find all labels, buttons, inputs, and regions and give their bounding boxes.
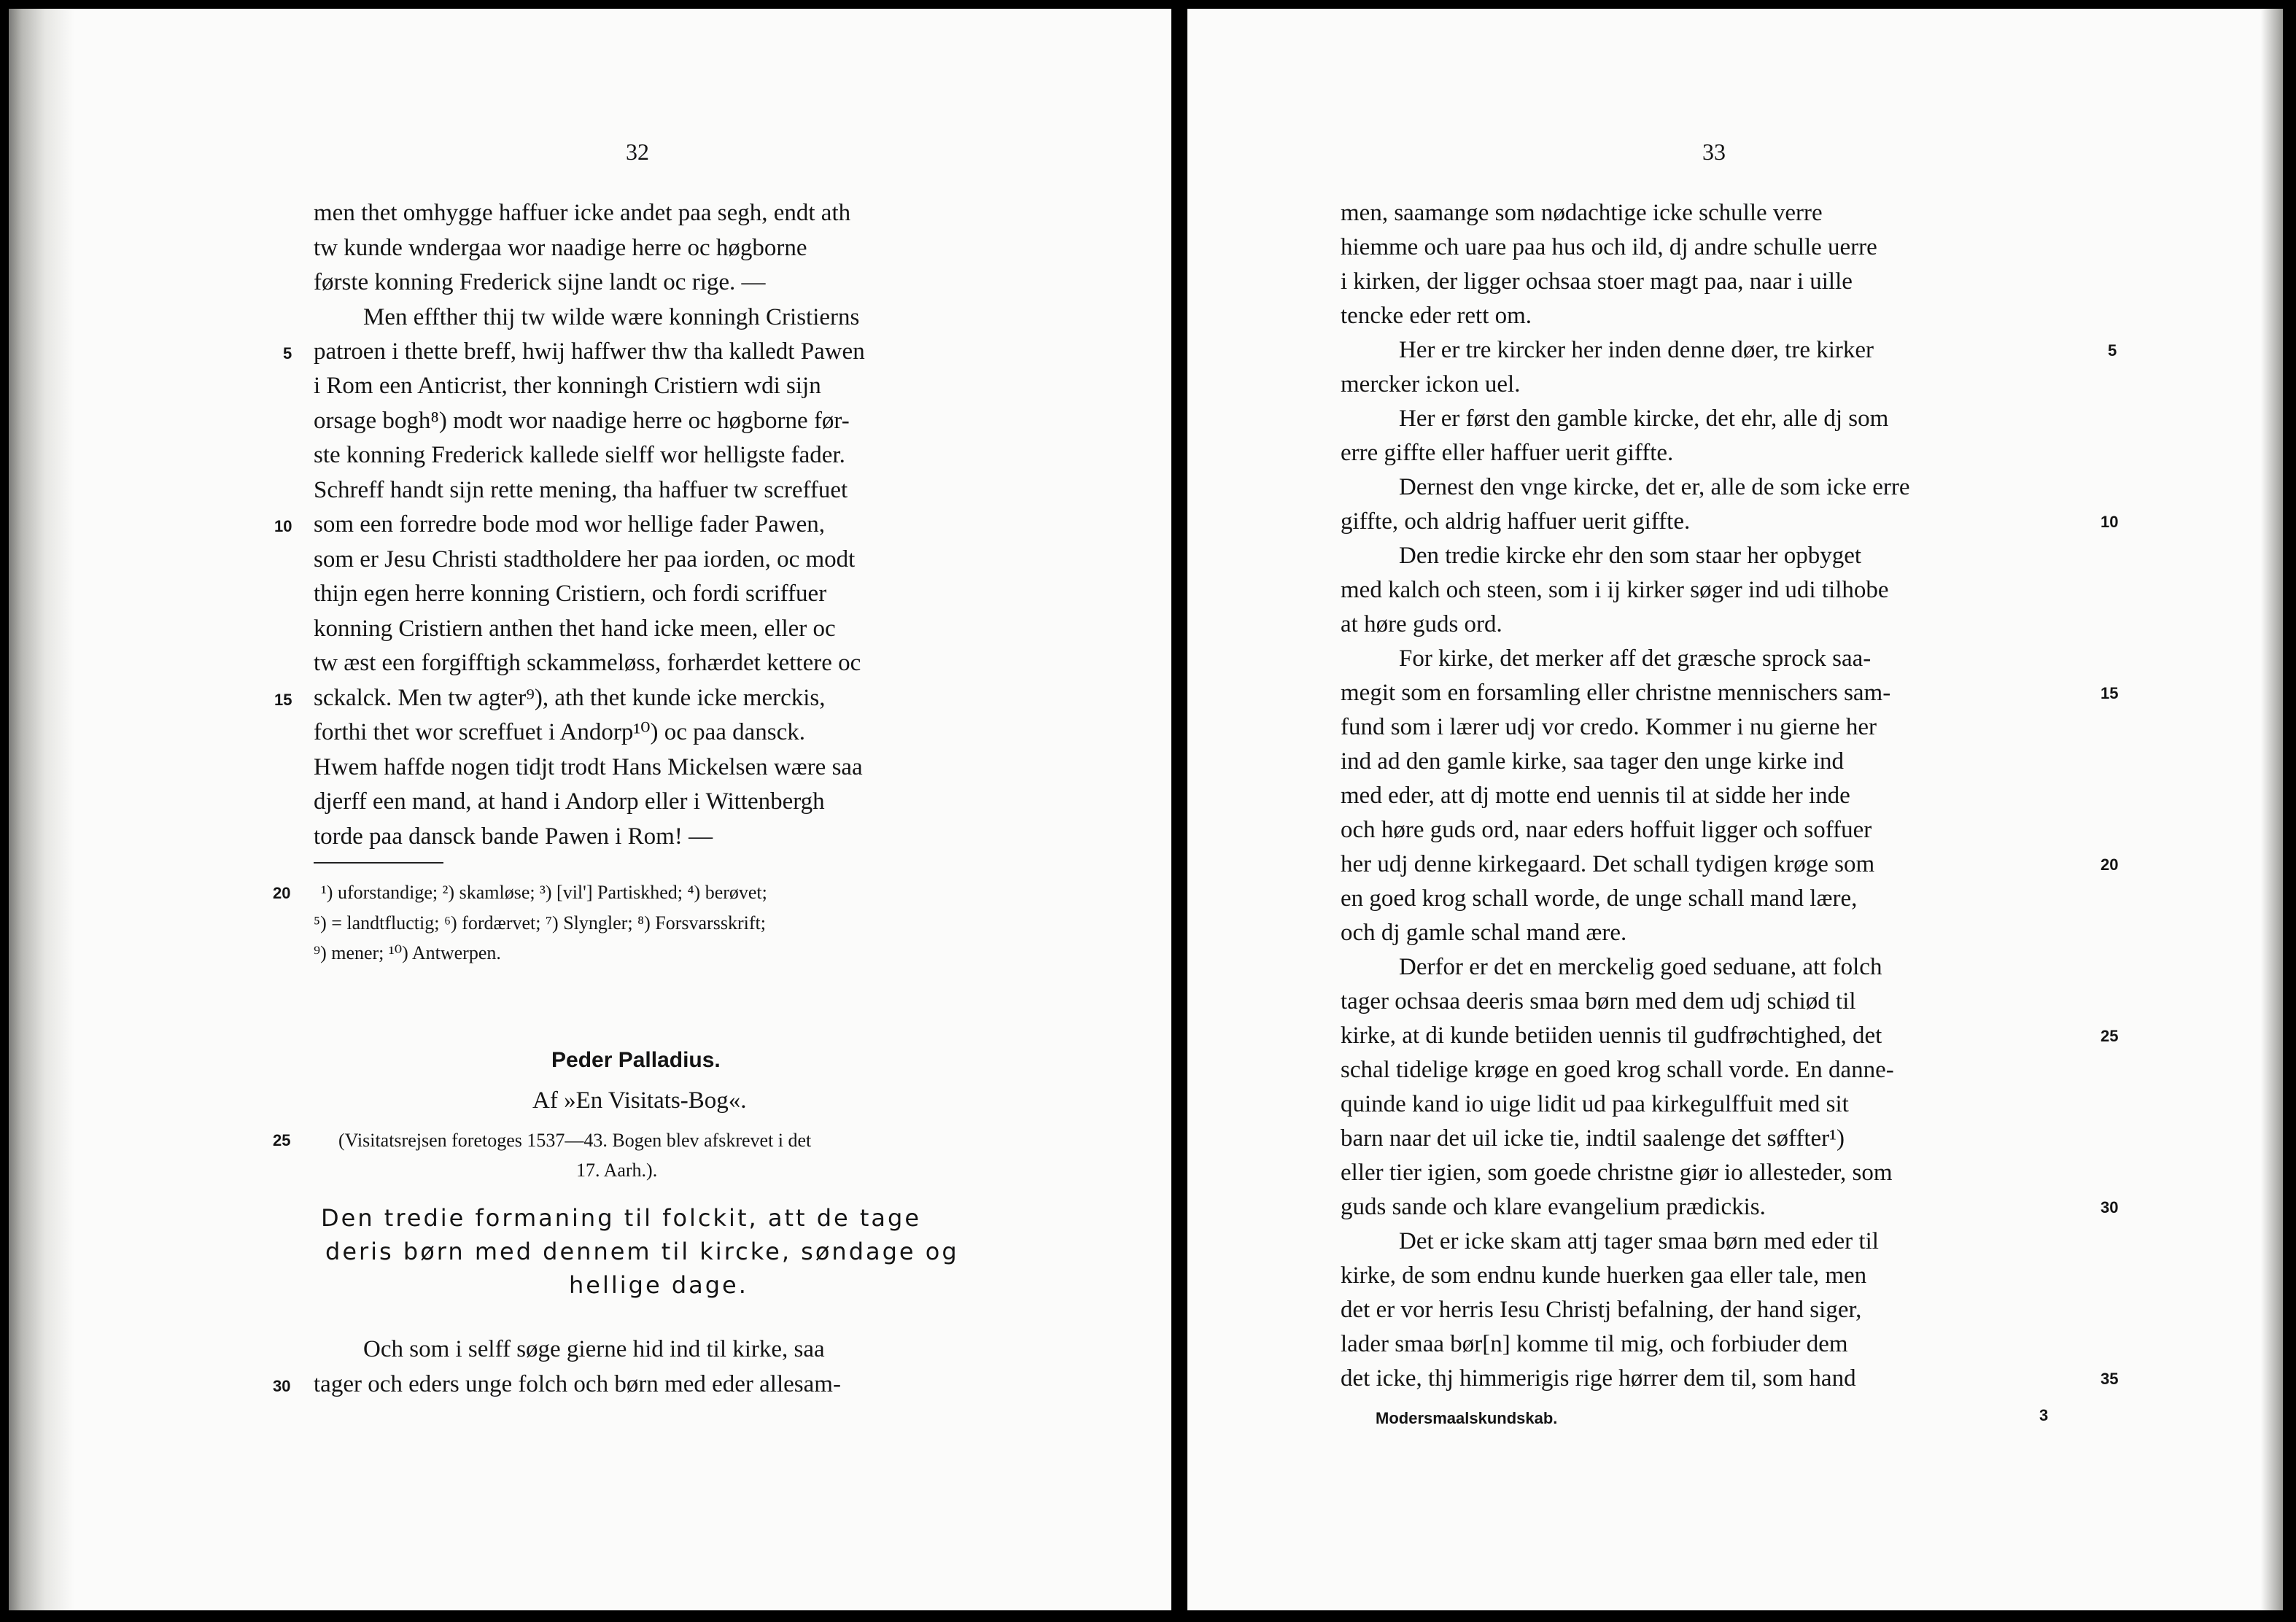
text-line: och høre guds ord, naar eders hoffuit ligger och soffuer xyxy=(1341,817,1872,843)
text-line: at høre guds ord. xyxy=(1341,611,1502,637)
text-line: sckalck. Men tw agter⁹), ath thet kunde icke merckis, xyxy=(314,685,826,711)
text-line: tager och eders unge folch och børn med eder allesam- xyxy=(314,1371,841,1397)
line-number: 20 xyxy=(2101,855,2119,874)
spaced-title-line: deris børn med dennem til kircke, søndage og xyxy=(325,1238,959,1265)
line-number: 15 xyxy=(274,691,292,709)
text-line: en goed krog schall worde, de unge schall mand lære, xyxy=(1341,885,1858,912)
section-heading: Peder Palladius. xyxy=(551,1048,721,1072)
footnote-line: ⁵) = landtfluctig; ⁶) fordærvet; ⁷) Slyngler; ⁸) Forsvarsskrift; xyxy=(314,912,766,934)
text-line: guds sande och klare evangelium prædickis. xyxy=(1341,1194,1766,1220)
left-page xyxy=(9,9,1171,1610)
text-line: megit som en forsamling eller christne mennischers sam- xyxy=(1341,680,1891,706)
section-subheading: Af »En Visitats-Bog«. xyxy=(532,1087,747,1114)
text-line: djerff een mand, at hand i Andorp eller i Wittenbergh xyxy=(314,788,825,815)
text-line: tw æst een forgifftigh sckammeløss, forhærdet kettere oc xyxy=(314,650,861,676)
text-line: men thet omhygge haffuer icke andet paa segh, endt ath xyxy=(314,200,851,226)
text-line: barn naar det uil icke tie, indtil saalenge det søffter¹) xyxy=(1341,1125,1845,1152)
line-number: 25 xyxy=(2101,1027,2119,1045)
text-line: Dernest den vnge kircke, det er, alle de som icke erre xyxy=(1399,474,1910,500)
text-line: thijn egen herre konning Cristiern, och fordi scriffuer xyxy=(314,581,827,607)
signature-number: 3 xyxy=(2039,1406,2049,1424)
text-line: men, saamange som nødachtige icke schulle verre xyxy=(1341,200,1823,226)
line-number: 5 xyxy=(283,344,292,362)
text-line: Schreff handt sijn rette mening, tha haffuer tw screffuet xyxy=(314,477,848,503)
line-number: 30 xyxy=(273,1377,291,1395)
text-line: Hwem haffde nogen tidjt trodt Hans Mickelsen wære saa xyxy=(314,754,863,780)
text-line: patroen i thette breff, hwij haffwer thw tha kalledt Pawen xyxy=(314,338,865,365)
line-number: 10 xyxy=(274,517,292,535)
text-line: det icke, thj himmerigis rige hørrer dem til, som hand xyxy=(1341,1365,1856,1392)
text-line: Och som i selff søge gierne hid ind til kirke, saa xyxy=(363,1336,825,1362)
text-line: tager ochsaa deeris smaa børn med dem udj schiød til xyxy=(1341,988,1856,1014)
text-line: orsage bogh⁸) modt wor naadige herre oc høgborne før- xyxy=(314,408,850,434)
text-line: eller tier igien, som goede christne giør io allesteder, som xyxy=(1341,1160,1893,1186)
text-line: Men effther thij tw wilde wære konningh Cristierns xyxy=(363,304,860,330)
right-page xyxy=(1187,9,2283,1610)
text-line: konning Cristiern anthen thet hand icke meen, eller oc xyxy=(314,616,836,642)
line-number: 10 xyxy=(2101,513,2119,531)
text-line: lader smaa bør[n] komme til mig, och forbiuder dem xyxy=(1341,1331,1848,1357)
line-number: 25 xyxy=(273,1131,291,1149)
text-line: kirke, de som endnu kunde huerken gaa eller tale, men xyxy=(1341,1262,1867,1289)
text-line: kirke, at di kunde betiiden uennis til gudfrøchtighed, det xyxy=(1341,1023,1882,1049)
signature-mark: Modersmaalskundskab. xyxy=(1376,1409,1558,1427)
text-line: quinde kand io uige lidit ud paa kirkegulffuit med sit xyxy=(1341,1091,1849,1117)
text-line: tencke eder rett om. xyxy=(1341,303,1532,329)
footnote-line: ¹) uforstandige; ²) skamløse; ³) [vil'] Partiskhed; ⁴) berøvet; xyxy=(321,882,767,903)
footnote-line: ⁹) mener; ¹⁰) Antwerpen. xyxy=(314,942,501,963)
source-note: (Visitatsrejsen foretoges 1537—43. Bogen blev afskrevet i det xyxy=(338,1130,812,1151)
text-line: første konning Frederick sijne landt oc rige. — xyxy=(314,269,766,295)
text-line: med kalch och steen, som i ij kirker søger ind udi tilhobe xyxy=(1341,577,1889,603)
line-number: 20 xyxy=(273,884,291,902)
text-line: Den tredie kircke ehr den som staar her opbyget xyxy=(1399,543,1862,569)
text-line: tw kunde wndergaa wor naadige herre oc høgborne xyxy=(314,235,807,261)
text-line: giffte, och aldrig haffuer uerit giffte. xyxy=(1341,508,1691,535)
text-line: erre giffte eller haffuer uerit giffte. xyxy=(1341,440,1674,466)
text-line: det er vor herris Iesu Christj befalning, der hand siger, xyxy=(1341,1297,1862,1323)
source-note: 17. Aarh.). xyxy=(576,1160,658,1181)
text-line: fund som i lærer udj vor credo. Kommer i nu gierne her xyxy=(1341,714,1877,740)
text-line: Derfor er det en merckelig goed seduane, att folch xyxy=(1399,954,1882,980)
line-number: 35 xyxy=(2101,1370,2119,1388)
footnote-rule xyxy=(314,862,443,864)
text-line: forthi thet wor screffuet i Andorp¹⁰) oc paa dansck. xyxy=(314,719,806,745)
spaced-title-line: Den tredie formaning til folckit, att de tage xyxy=(321,1204,922,1232)
text-line: For kirke, det merker aff det græsche sprock saa- xyxy=(1399,645,1872,672)
page-number: 33 xyxy=(1702,139,1726,165)
text-line: i Rom een Anticrist, ther konningh Cristiern wdi sijn xyxy=(314,373,821,399)
text-line: her udj denne kirkegaard. Det schall tydigen krøge som xyxy=(1341,851,1875,877)
text-line: och dj gamle schal mand ære. xyxy=(1341,920,1627,946)
text-line: med eder, att dj motte end uennis til at sidde her inde xyxy=(1341,783,1850,809)
text-line: Det er icke skam attj tager smaa børn med eder til xyxy=(1399,1228,1879,1254)
text-line: i kirken, der ligger ochsaa stoer magt paa, naar i uille xyxy=(1341,268,1853,295)
line-number: 15 xyxy=(2101,684,2119,702)
text-line: torde paa dansck bande Pawen i Rom! — xyxy=(314,823,713,850)
spaced-title-line: hellige dage. xyxy=(569,1271,748,1299)
text-line: ste konning Frederick kallede sielff wor helligste fader. xyxy=(314,442,845,468)
text-line: schal tidelige krøge en goed krog schall vorde. En danne- xyxy=(1341,1057,1894,1083)
text-line: mercker ickon uel. xyxy=(1341,371,1521,397)
line-number: 30 xyxy=(2101,1198,2119,1216)
text-line: som een forredre bode mod wor hellige fader Pawen, xyxy=(314,511,825,538)
text-line: som er Jesu Christi stadtholdere her paa iorden, oc modt xyxy=(314,546,856,573)
text-line: hiemme och uare paa hus och ild, dj andre schulle uerre xyxy=(1341,234,1877,260)
text-line: Her er først den gamble kircke, det ehr, alle dj som xyxy=(1399,406,1889,432)
text-line: Her er tre kircker her inden denne døer, tre kirker xyxy=(1399,337,1874,363)
text-line: ind ad den gamle kirke, saa tager den unge kirke ind xyxy=(1341,748,1845,775)
line-number: 5 xyxy=(2108,341,2117,360)
page-number: 32 xyxy=(626,139,649,165)
